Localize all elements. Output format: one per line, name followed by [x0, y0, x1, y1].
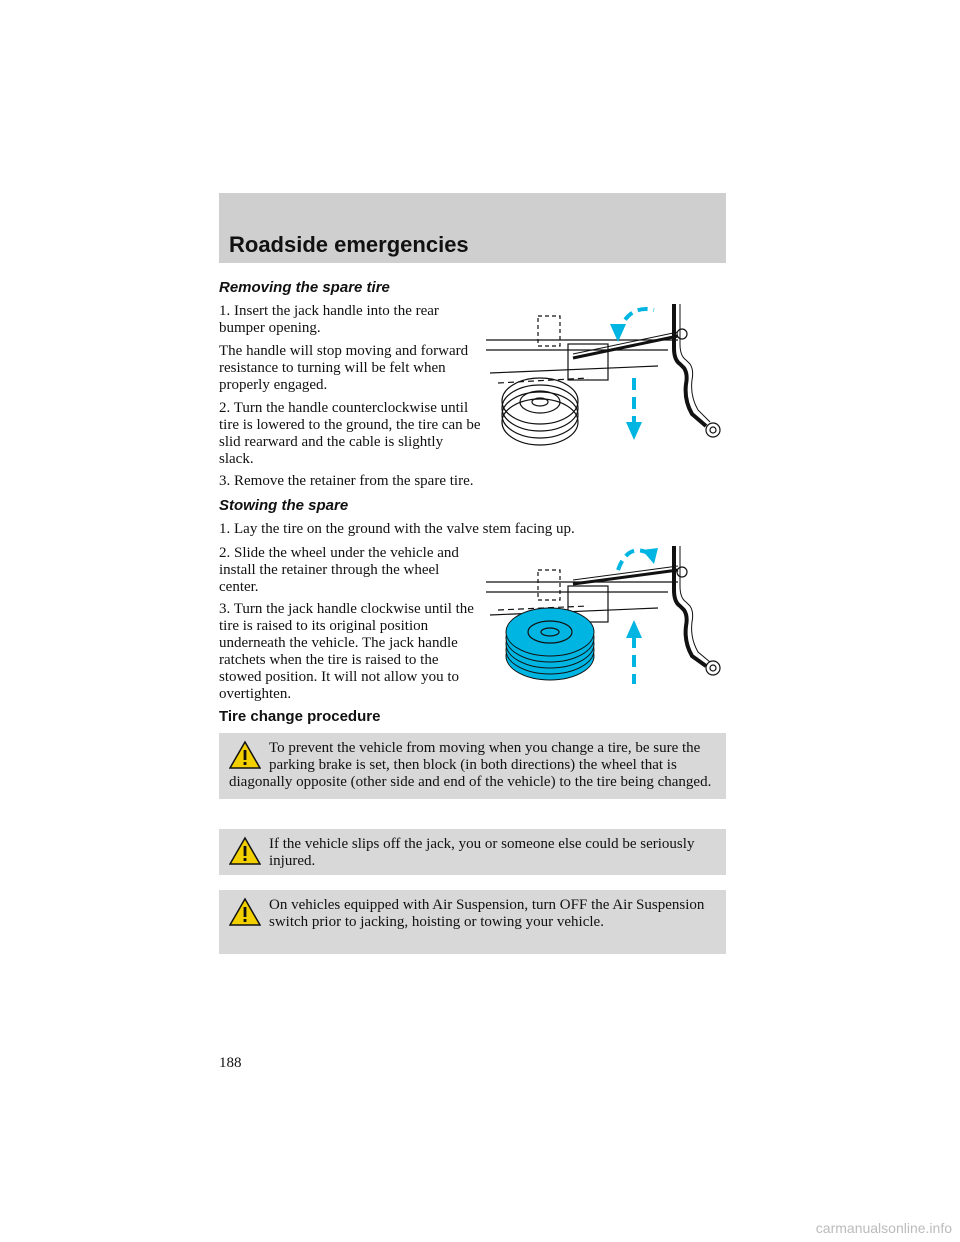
- tire-change-title: Tire change procedure: [219, 708, 381, 725]
- warning-box-parking-brake: [219, 733, 726, 799]
- warning-triangle-icon: [229, 836, 261, 866]
- removing-step-1: 1. Insert the jack handle into the rear bumper opening.: [219, 303, 439, 336]
- warning-text-parking-brake: To prevent the vehicle from moving when you change a tire, be sure the parking brake is set, then block (in both directions) the wheel that is diagonally opposite (other side and end of the vehicle) to the tire being changed.: [229, 740, 712, 790]
- removing-step-2: 2. Turn the handle counterclockwise until tire is lowered to the ground, the tire can be slid rearward and the cable is slightly slack.: [219, 400, 481, 467]
- warning-box-air-suspension: [219, 890, 726, 954]
- removing-step-note: The handle will stop moving and forward resistance to turning will be felt when properly engaged.: [219, 343, 469, 393]
- removing-step-3: 3. Remove the retainer from the spare tire.: [219, 473, 474, 489]
- spare-tire-raising-illustration: [478, 540, 728, 690]
- stowing-step-2: 2. Slide the wheel under the vehicle and install the retainer through the wheel center.: [219, 545, 459, 595]
- spare-tire-lowering-illustration: [478, 298, 728, 448]
- warning-text-jack-slip: If the vehicle slips off the jack, you or someone else could be seriously injured.: [269, 836, 695, 869]
- stowing-step-3: 3. Turn the jack handle clockwise until the tire is raised to its original position underneath the vehicle. The jack handle ratchets when the tire is raised to the stowed position. It will not allow you to overtighten.: [219, 601, 474, 702]
- section-header-band: [219, 193, 726, 263]
- warning-text-air-suspension: On vehicles equipped with Air Suspension, turn OFF the Air Suspension switch prior to jacking, hoisting or towing your vehicle.: [269, 897, 705, 930]
- removing-spare-title: Removing the spare tire: [219, 279, 390, 296]
- warning-triangle-icon: [229, 740, 261, 770]
- page-number: 188: [219, 1055, 242, 1071]
- warning-triangle-icon: [229, 897, 261, 927]
- site-watermark: carmanualsonline.info: [815, 1220, 952, 1236]
- section-title: Roadside emergencies: [229, 232, 469, 257]
- stowing-spare-title: Stowing the spare: [219, 497, 349, 514]
- stowing-step-1: 1. Lay the tire on the ground with the valve stem facing up.: [219, 521, 575, 537]
- warning-box-jack-slip: [219, 829, 726, 875]
